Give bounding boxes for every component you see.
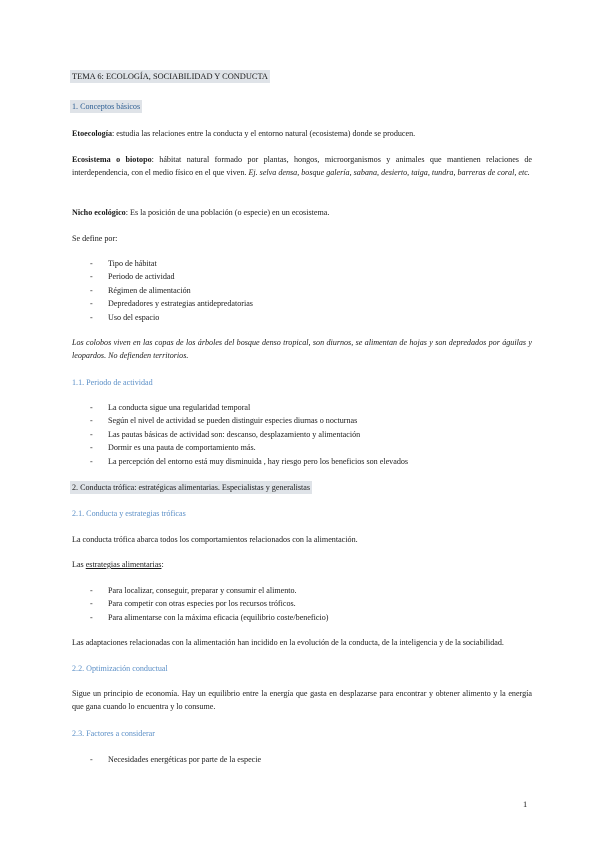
list-item: - Régimen de alimentación	[72, 284, 532, 297]
ecosistema-text: : hábitat natural formado por plantas, hongos, microorganismos y animales que mantienen relaciones de interdependencia, con el medio físico en el que viven.	[72, 155, 532, 178]
list-item: - Según el nivel de actividad se pueden distinguir especies diurnas o nocturnas	[72, 414, 532, 427]
list-item: - Uso del espacio	[72, 311, 532, 324]
section-2-1-heading: 2.1. Conducta y estrategias tróficas	[72, 509, 186, 518]
colobos-paragraph: Los colobos viven en las copas de los árboles del bosque denso tropical, son diurnos, se alimentan de hojas y son depredados por águilas y leopardos. No defienden territorios.	[72, 338, 532, 361]
estrategias-list	[72, 584, 532, 624]
list-item: - La percepción del entorno está muy disminuida , hay riesgo pero los beneficios son elevados	[72, 455, 532, 468]
etoecologia-term: Etoecología	[72, 129, 113, 138]
section-2-3-heading: 2.3. Factores a considerar	[72, 729, 155, 738]
nicho-term: Nicho ecológico	[72, 208, 126, 217]
section-2-heading: 2. Conducta trófica: estratégicas alimentarias. Especialistas y generalistas	[70, 481, 312, 494]
estrategias-line	[72, 558, 532, 571]
estrategias-underlined: estrategias alimentarias	[85, 560, 162, 569]
section-1-1-heading: 1.1. Periodo de actividad	[72, 378, 153, 387]
optimizacion-paragraph: Sigue un principio de economía. Hay un equilibrio entre la energía que gasta en desplazarse para encontrar y obtener alimento y la energía que gana cuando lo encuentra y lo consume.	[72, 689, 532, 712]
list-item: - Para alimentarse con la máxima eficacia (equilibrio coste/beneficio)	[72, 611, 532, 624]
define-list	[72, 257, 532, 324]
se-define-label: Se define por:	[72, 234, 118, 243]
nicho-text: : Es la posición de una población (o especie) en un ecosistema.	[125, 208, 330, 217]
list-item: - La conducta sigue una regularidad temporal	[72, 401, 532, 414]
ecosistema-term: Ecosistema o biotopo	[72, 155, 152, 164]
list-item: - Para localizar, conseguir, preparar y consumir el alimento.	[72, 584, 532, 597]
section-1-heading: 1. Conceptos básicos	[70, 100, 142, 113]
adaptaciones-paragraph: Las adaptaciones relacionadas con la alimentación han incidido en la evolución de la conducta, de la inteligencia y de la sociabilidad.	[72, 638, 504, 647]
document-title: TEMA 6: ECOLOGÍA, SOCIABILIDAD Y CONDUCTA	[70, 70, 270, 83]
list-item: - Necesidades energéticas por parte de la especie	[72, 753, 532, 766]
list-item: - Dormir es una pauta de comportamiento más.	[72, 441, 532, 454]
nicho-paragraph	[72, 206, 532, 219]
page-number: 1	[523, 800, 528, 809]
factores-list	[72, 753, 532, 766]
activity-list	[72, 401, 532, 468]
section-2-2-heading: 2.2. Optimización conductual	[72, 664, 168, 673]
list-item: - Tipo de hábitat	[72, 257, 532, 270]
estrategias-suffix: :	[161, 560, 164, 569]
list-item: - Las pautas básicas de actividad son: descanso, desplazamiento y alimentación	[72, 428, 532, 441]
ecosistema-example: Ej. selva densa, bosque galería, sabana, desierto, taiga, tundra, barreras de coral, etc.	[248, 168, 530, 178]
etoecologia-paragraph	[72, 127, 532, 140]
list-item: - Periodo de actividad	[72, 270, 532, 283]
ecosistema-paragraph	[72, 153, 532, 180]
conducta-trofica-intro: La conducta trófica abarca todos los comportamientos relacionados con la alimentación.	[72, 535, 358, 544]
list-item: - Depredadores y estrategias antidepredatorias	[72, 297, 532, 310]
list-item: - Para competir con otras especies por los recursos tróficos.	[72, 597, 532, 610]
etoecologia-text: : estudia las relaciones entre la conducta y el entorno natural (ecosistema) donde se producen.	[112, 129, 416, 138]
estrategias-prefix: Las	[72, 560, 86, 569]
